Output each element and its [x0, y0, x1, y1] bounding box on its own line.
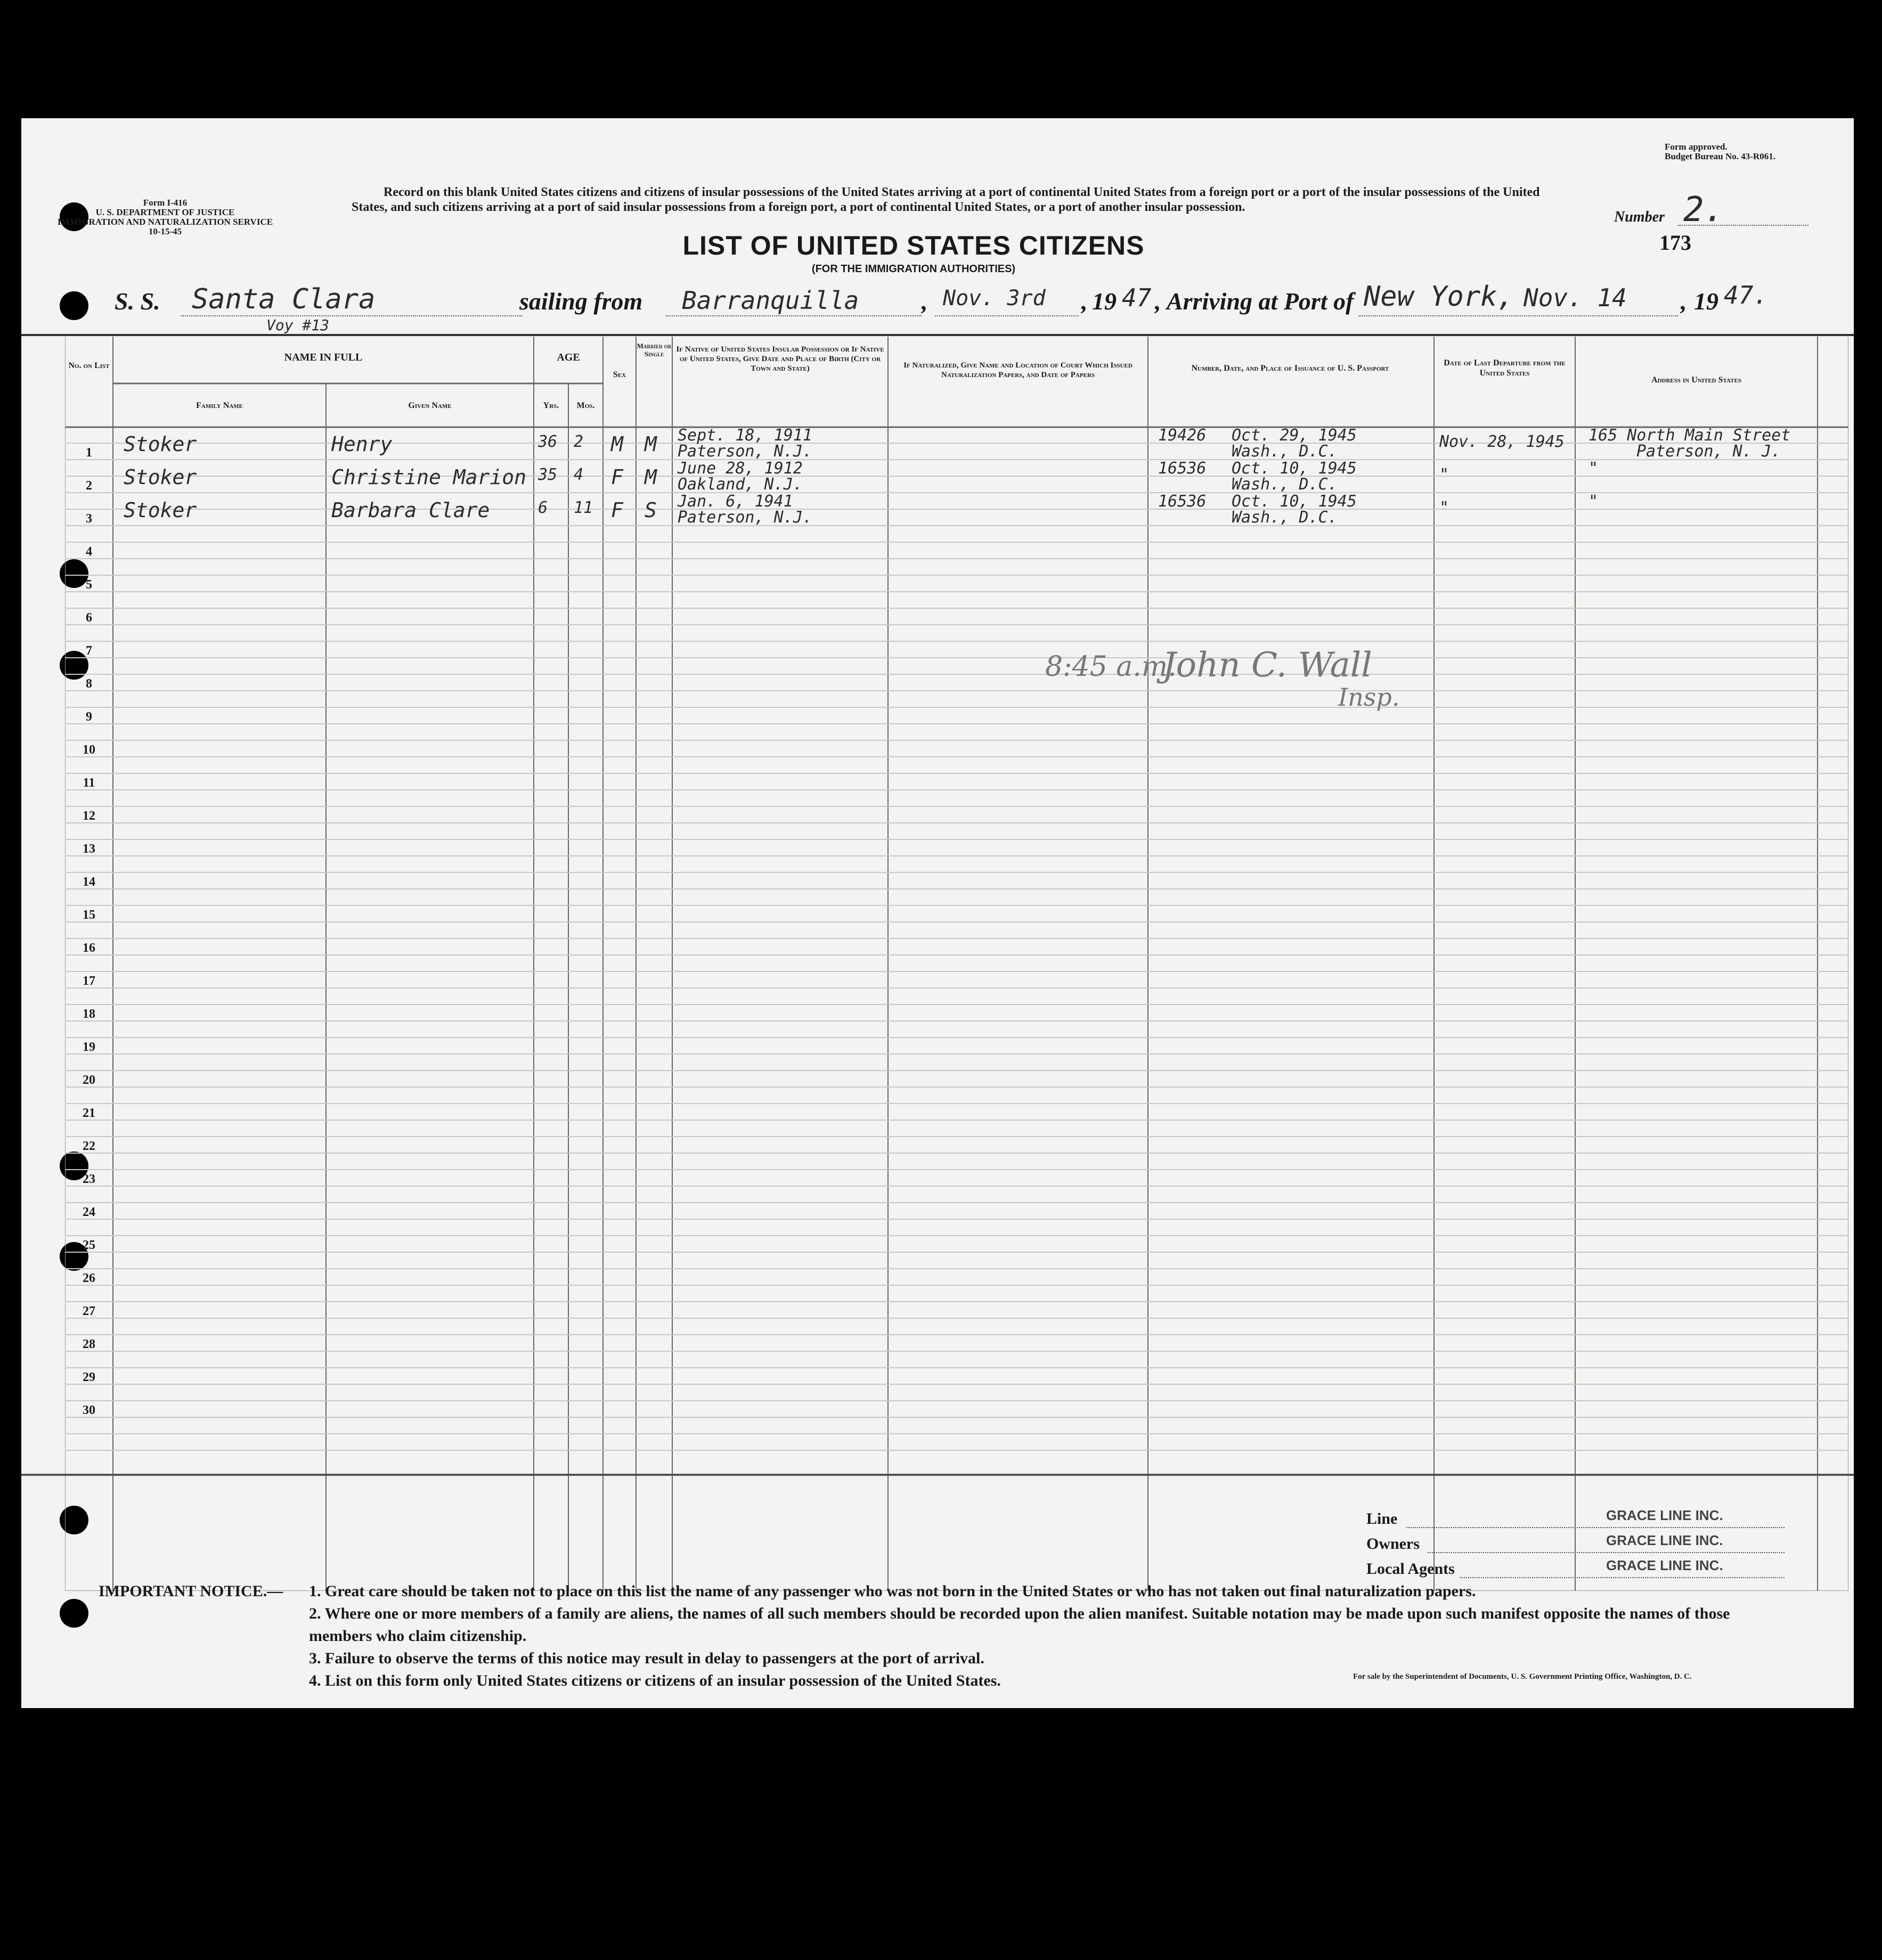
cell-given: Henry — [331, 432, 393, 456]
sailing-date: Nov. 3rd — [943, 286, 1046, 311]
cell-address1: 165 North Main Street — [1588, 426, 1791, 445]
cell-sex: F — [611, 466, 623, 489]
inspector-signature: John C. Wall — [1162, 646, 1372, 685]
page-title: LIST OF UNITED STATES CITIZENS — [682, 231, 1145, 260]
ship-underline — [181, 315, 522, 316]
cell-pp-place: Wash., D.C. — [1232, 475, 1338, 494]
cell-departure: Nov. 28, 1945 — [1439, 432, 1565, 451]
punch-hole — [60, 1599, 88, 1628]
row-number: 4 — [86, 545, 92, 559]
agents-underline — [1460, 1577, 1785, 1578]
row-number: 8 — [86, 677, 92, 691]
header-age: AGE — [557, 352, 580, 363]
notice-item: 3. Failure to observe the terms of this notice may result in delay to passengers at the port of arrival. — [309, 1649, 984, 1667]
approval-line-1: Form approved. — [1665, 142, 1728, 152]
cell-status: S — [645, 499, 657, 522]
cell-mos: 2 — [574, 432, 584, 451]
header-years: Yrs. — [543, 401, 559, 410]
row-number: 19 — [83, 1040, 95, 1054]
cell-family: Stoker — [124, 466, 197, 489]
header-native-birth: If Native of United States Insular Possession or If Native of United States, Give Date and Place of Birth (City or Town and State) — [676, 345, 884, 373]
line-label: Line — [1366, 1510, 1398, 1528]
row-number: 5 — [86, 578, 92, 592]
sailing-label: sailing from — [519, 288, 643, 315]
header-naturalized: If Naturalized, Give Name and Location of Court Which Issued Naturalization Papers, and Date of Papers — [903, 361, 1133, 379]
header-sex: Sex — [613, 370, 626, 379]
cell-pp-no: 16536 — [1158, 492, 1207, 511]
notice-item: 1. Great care should be taken not to place on this list the name of any passenger who was not born in the United States or who has not taken out final naturalization papers. — [309, 1582, 1476, 1600]
cell-mos: 11 — [574, 499, 593, 517]
cell-birth-place: Paterson, N.J. — [678, 508, 812, 527]
row-number: 18 — [83, 1007, 95, 1021]
row-number: 26 — [83, 1271, 95, 1285]
ss-label: S. S. — [115, 288, 160, 315]
cell-birth-date: Sept. 18, 1911 — [678, 426, 812, 445]
comma-separator: , — [922, 288, 928, 315]
notice-label: IMPORTANT NOTICE.— — [99, 1582, 283, 1600]
from-port: Barranquilla — [682, 286, 859, 315]
arrival-port: New York, — [1364, 281, 1514, 313]
cell-address1: " — [1588, 492, 1599, 511]
row-number: 16 — [83, 941, 95, 955]
intro-paragraph: Record on this blank United States citizens and citizens of insular possessions of the United States arriving at a port of continental United States from a foreign port or a port of the insular possessions of the United States, and such citizens arriving at a port of said insular possessions from a foreign port, a port of continental United States, or a port of another insular possession. — [352, 185, 1540, 214]
cell-pp-no: 16536 — [1158, 459, 1207, 478]
cell-given: Barbara Clare — [331, 499, 490, 522]
cell-address1: " — [1588, 459, 1599, 478]
arrival-date: Nov. 14 — [1523, 283, 1627, 312]
header-last-departure: Date of Last Departure from the United States — [1444, 358, 1566, 378]
header-passport: Number, Date, and Place of Issuance of U. S. Passport — [1191, 364, 1389, 373]
cell-birth-place: Oakland, N.J. — [678, 475, 803, 494]
row-number: 11 — [83, 776, 95, 790]
row-number: 23 — [83, 1172, 95, 1186]
row-number: 6 — [86, 611, 92, 625]
cell-family: Stoker — [124, 499, 197, 522]
row-number: 24 — [83, 1205, 95, 1219]
row-number: 12 — [83, 809, 95, 823]
passenger-table — [65, 337, 1848, 1591]
manifest-sheet — [21, 118, 1854, 1708]
approval-line-2: Budget Bureau No. 43-R061. — [1665, 151, 1775, 161]
cell-departure: " — [1439, 499, 1449, 517]
cell-pp-date: Oct. 29, 1945 — [1232, 426, 1357, 445]
row-number: 25 — [83, 1238, 95, 1252]
from-underline — [666, 315, 922, 316]
cell-departure: " — [1439, 466, 1449, 484]
form-service: IMMIGRATION AND NATURALIZATION SERVICE — [57, 217, 273, 227]
row-number: 21 — [83, 1106, 95, 1120]
date-underline — [935, 315, 1079, 316]
year-prefix: 19 — [1092, 288, 1117, 315]
inspector-title: Insp. — [1338, 683, 1400, 712]
header-address: Address in United States — [1651, 375, 1741, 385]
cell-mos: 4 — [574, 466, 584, 484]
agents-stamp: GRACE LINE INC. — [1606, 1557, 1723, 1573]
page-subtitle: (FOR THE IMMIGRATION AUTHORITIES) — [811, 263, 1016, 275]
header-name-in-full: NAME IN FULL — [284, 352, 363, 363]
comma-separator: , — [1155, 288, 1161, 315]
row-number: 9 — [86, 710, 92, 724]
notice-item: 4. List on this form only United States citizens or citizens of an insular possession of the United States. — [309, 1672, 1001, 1689]
arrival-year: 47. — [1724, 281, 1769, 309]
cell-status: M — [645, 432, 657, 456]
cell-yrs: 6 — [538, 499, 548, 517]
header-rule — [21, 334, 1854, 336]
agents-label: Local Agents — [1366, 1560, 1455, 1578]
row-number: 7 — [86, 644, 92, 658]
row-number: 28 — [83, 1337, 95, 1351]
footer-rule — [21, 1474, 1854, 1476]
sale-notice: For sale by the Superintendent of Documents, U. S. Government Printing Office, Washington, D. C. — [1353, 1672, 1692, 1681]
form-id: Form I-416 — [143, 198, 188, 208]
row-number: 20 — [83, 1073, 95, 1087]
voyage-number: Voy #13 — [266, 316, 330, 334]
owners-label: Owners — [1366, 1535, 1420, 1553]
cell-pp-place: Wash., D.C. — [1232, 442, 1338, 461]
cell-given: Christine Marion — [331, 466, 527, 489]
owners-underline — [1428, 1552, 1785, 1553]
cell-address2: Paterson, N. J. — [1636, 442, 1781, 461]
header-given-name: Given Name — [408, 401, 452, 410]
header-married-single: Married or Single — [637, 342, 672, 358]
line-underline — [1406, 1527, 1785, 1528]
owners-stamp: GRACE LINE INC. — [1606, 1532, 1723, 1548]
cell-yrs: 35 — [538, 466, 558, 484]
number-label: Number — [1614, 209, 1665, 225]
row-number: 3 — [86, 512, 92, 526]
row-number: 13 — [83, 842, 95, 856]
row-number: 1 — [86, 446, 92, 460]
comma-separator: , — [1081, 288, 1088, 315]
row-number: 14 — [83, 875, 95, 889]
comma-separator: , — [1681, 288, 1687, 315]
form-identification — [51, 198, 280, 236]
cell-pp-date: Oct. 10, 1945 — [1232, 459, 1357, 478]
cell-status: M — [645, 466, 657, 489]
row-number: 17 — [83, 974, 95, 988]
cell-yrs: 36 — [538, 432, 558, 451]
header-no-on-list: No. on List — [68, 361, 110, 370]
cell-sex: F — [611, 499, 623, 522]
header-family-name: Family Name — [196, 401, 243, 410]
cell-family: Stoker — [124, 432, 197, 456]
annotation-time: 8:45 a.m. — [1045, 651, 1177, 683]
sailing-year: 47 — [1122, 283, 1152, 312]
cell-pp-no: 19426 — [1158, 426, 1207, 445]
arriving-label: Arriving at Port of — [1167, 288, 1354, 315]
row-number: 15 — [83, 908, 95, 922]
cell-sex: M — [611, 432, 623, 456]
row-number: 2 — [86, 479, 92, 493]
cell-birth-date: Jan. 6, 1941 — [678, 492, 793, 511]
row-number: 22 — [83, 1139, 95, 1153]
page-number: 173 — [1659, 231, 1691, 255]
row-number: 10 — [83, 743, 95, 757]
form-date: 10-15-45 — [148, 226, 182, 236]
form-approval — [1665, 142, 1775, 161]
cell-pp-place: Wash., D.C. — [1232, 508, 1338, 527]
notice-item: 2. Where one or more members of a family are aliens, the names of all such members should be recorded upon the alien manifest. Suitable notation may be made upon such manifest opposite the names of those members who claim citizenship. — [309, 1605, 1730, 1645]
header-months: Mos. — [576, 401, 595, 410]
cell-birth-date: June 28, 1912 — [678, 459, 803, 478]
number-value: 2. — [1683, 190, 1725, 230]
table-ruling — [65, 337, 1848, 1591]
line-stamp: GRACE LINE INC. — [1606, 1507, 1723, 1523]
cell-pp-date: Oct. 10, 1945 — [1232, 492, 1357, 511]
ship-name: Santa Clara — [192, 283, 376, 315]
row-number: 29 — [83, 1370, 95, 1384]
cell-birth-place: Paterson, N.J. — [678, 442, 812, 461]
punch-hole — [60, 291, 88, 320]
port-underline — [1358, 315, 1678, 316]
year-prefix-2: 19 — [1694, 288, 1718, 315]
form-department: U. S. DEPARTMENT OF JUSTICE — [95, 207, 235, 217]
row-number: 27 — [83, 1304, 95, 1318]
row-number: 30 — [83, 1403, 95, 1417]
